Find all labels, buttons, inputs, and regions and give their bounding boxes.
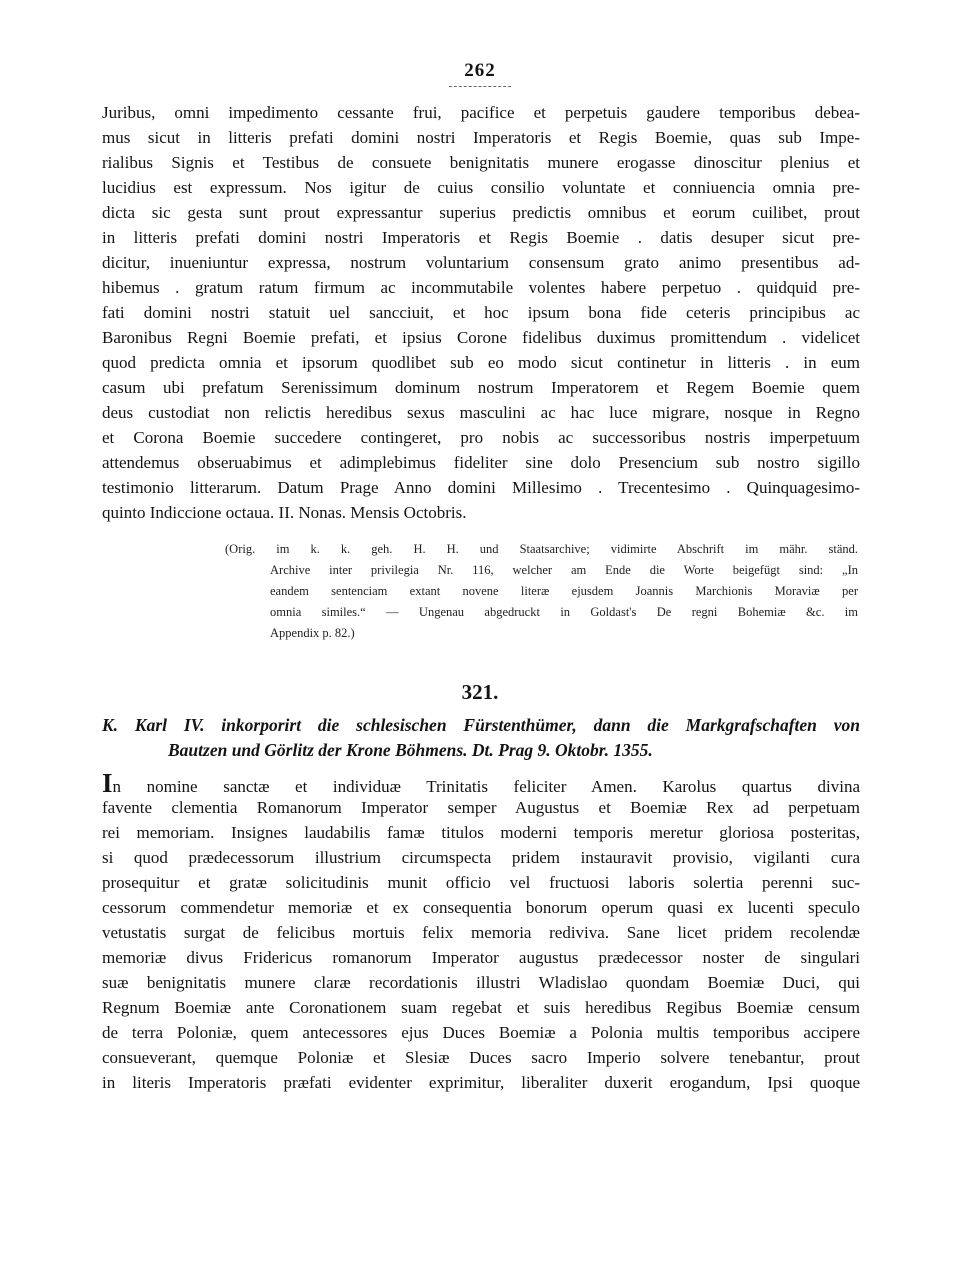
note-line: Appendix p. 82.) bbox=[270, 626, 355, 640]
text-line: favente clementia Romanorum Imperator semper Augustus et Boemiæ Rex ad perpetuam bbox=[102, 798, 860, 817]
text-line: dicitur, inueniuntur expressa, nostrum voluntarium consensum grato animo presentibus ad- bbox=[102, 253, 860, 272]
text-line: de terra Poloniæ, quem antecessores ejus Duces Boemiæ a Polonia multis temporibus accipere bbox=[102, 1023, 860, 1042]
text-line: suæ benignitatis munere claræ recordationis illustri Wladislao quondam Boemiæ Duci, qui bbox=[102, 973, 860, 992]
text-line: quinto Indiccione octaua. II. Nonas. Mensis Octobris. bbox=[102, 503, 467, 522]
text-line: lucidius est expressum. Nos igitur de cuius consilio voluntate et conniuencia omnia pre- bbox=[102, 178, 860, 197]
first-line-text: n nomine sanctæ et individuæ Trinitatis feliciter Amen. Karolus quartus divina bbox=[112, 777, 860, 796]
text-line: in litteris prefati domini nostri Imperatoris et Regis Boemie . datis desuper sicut pre- bbox=[102, 228, 860, 247]
rubric-line: Bautzen und Görlitz der Krone Böhmens. Dt. Prag 9. Oktobr. 1355. bbox=[168, 740, 653, 760]
text-line: rei memoriam. Insignes laudabilis famæ titulos moderni temporis meretur gloriosa posteritas, bbox=[102, 823, 860, 842]
text-line: Regnum Boemiæ ante Coronationem suam regebat et suis heredibus Regibus Boemiæ censum bbox=[102, 998, 860, 1017]
text-line: fati domini nostri statuit uel sancciuit, et hoc ipsum bona fide ceteris principibus ac bbox=[102, 303, 860, 322]
text-line: mus sicut in litteris prefati domini nostri Imperatoris et Regis Boemie, quas sub Impe- bbox=[102, 128, 860, 147]
note-line: omnia similes.“ — Ungenau abgedruckt in Goldast's De regni Bohemiæ &c. im bbox=[270, 605, 858, 619]
text-line: casum ubi prefatum Serenissimum dominum nostrum Imperatorem et Regem Boemie quem bbox=[102, 378, 860, 397]
text-line: vetustatis surgat de felicibus mortuis felix memoria rediviva. Sane licet pridem recolendæ bbox=[102, 923, 860, 942]
text-line: hibemus . gratum ratum firmum ac incommutabile volentes habere perpetuo . quidquid pre- bbox=[102, 278, 860, 297]
text-line: testimonio litterarum. Datum Prage Anno domini Millesimo . Trecentesimo . Quinquagesimo- bbox=[102, 478, 860, 497]
text-line: quod predicta omnia et ipsorum quodlibet sub eo modo sicut continetur in litteris . in eum bbox=[102, 353, 860, 372]
page-number: 262 bbox=[464, 60, 496, 81]
text-line: prosequitur et gratæ solicitudinis munit officio vel fructuosi laboris solertia perenni suc- bbox=[102, 873, 860, 892]
text-line-first bbox=[102, 768, 860, 798]
note-line: eandem sentenciam extant novene literæ ejusdem Joannis Marchionis Moraviæ per bbox=[270, 584, 858, 598]
note-line: (Orig. im k. k. geh. H. H. und Staatsarchive; vidimirte Abschrift im mähr. ständ. bbox=[225, 542, 858, 556]
text-line: deus custodiat non relictis heredibus sexus masculini ac hac luce migrare, nosque in Regno bbox=[102, 403, 860, 422]
document-number: 321. bbox=[461, 680, 499, 704]
text-line: cessorum commendetur memoriæ et ex consequentia bonorum operum quasi ex lucenti speculo bbox=[102, 898, 860, 917]
page-number-rule bbox=[449, 86, 511, 87]
note-line: Archive inter privilegia Nr. 116, welcher am Ende die Worte beigefügt sind: „In bbox=[270, 563, 858, 577]
text-line: in literis Imperatoris præfati evidenter exprimitur, liberaliter duxerit erogandum, Ipsi quoque bbox=[102, 1073, 860, 1092]
initial-letter: I bbox=[102, 768, 113, 798]
text-line: Juribus, omni impedimento cessante frui, pacifice et perpetuis gaudere temporibus debea- bbox=[102, 103, 860, 122]
rubric-line: K. Karl IV. inkorporirt die schlesischen Fürstenthümer, dann die Markgrafschaften von bbox=[102, 715, 860, 735]
text-line: attendemus obseruabimus et adimplebimus fideliter sine dolo Presencium sub nostro sigillo bbox=[102, 453, 860, 472]
text-line: memoriæ divus Fridericus romanorum Imperator augustus prædecessor noster de singulari bbox=[102, 948, 860, 967]
text-line: rialibus Signis et Testibus de consuete benignitatis munere erogasse dinoscitur plenius et bbox=[102, 153, 860, 172]
text-line: et Corona Boemie succedere contingeret, pro nobis ac successoribus nostris imperpetuum bbox=[102, 428, 860, 447]
text-line: consueverant, quemque Poloniæ et Slesiæ Duces sacro Imperio solvere tenebantur, prout bbox=[102, 1048, 860, 1067]
text-line: si quod prædecessorum illustrium circumspecta pridem instauravit provisio, vigilanti cura bbox=[102, 848, 860, 867]
text-line: dicta sic gesta sunt prout expressantur superius predictis omnibus et eorum cuilibet, prout bbox=[102, 203, 860, 222]
text-line: Baronibus Regni Boemie prefati, et ipsius Corone fidelibus duximus promittendum . videlicet bbox=[102, 328, 860, 347]
